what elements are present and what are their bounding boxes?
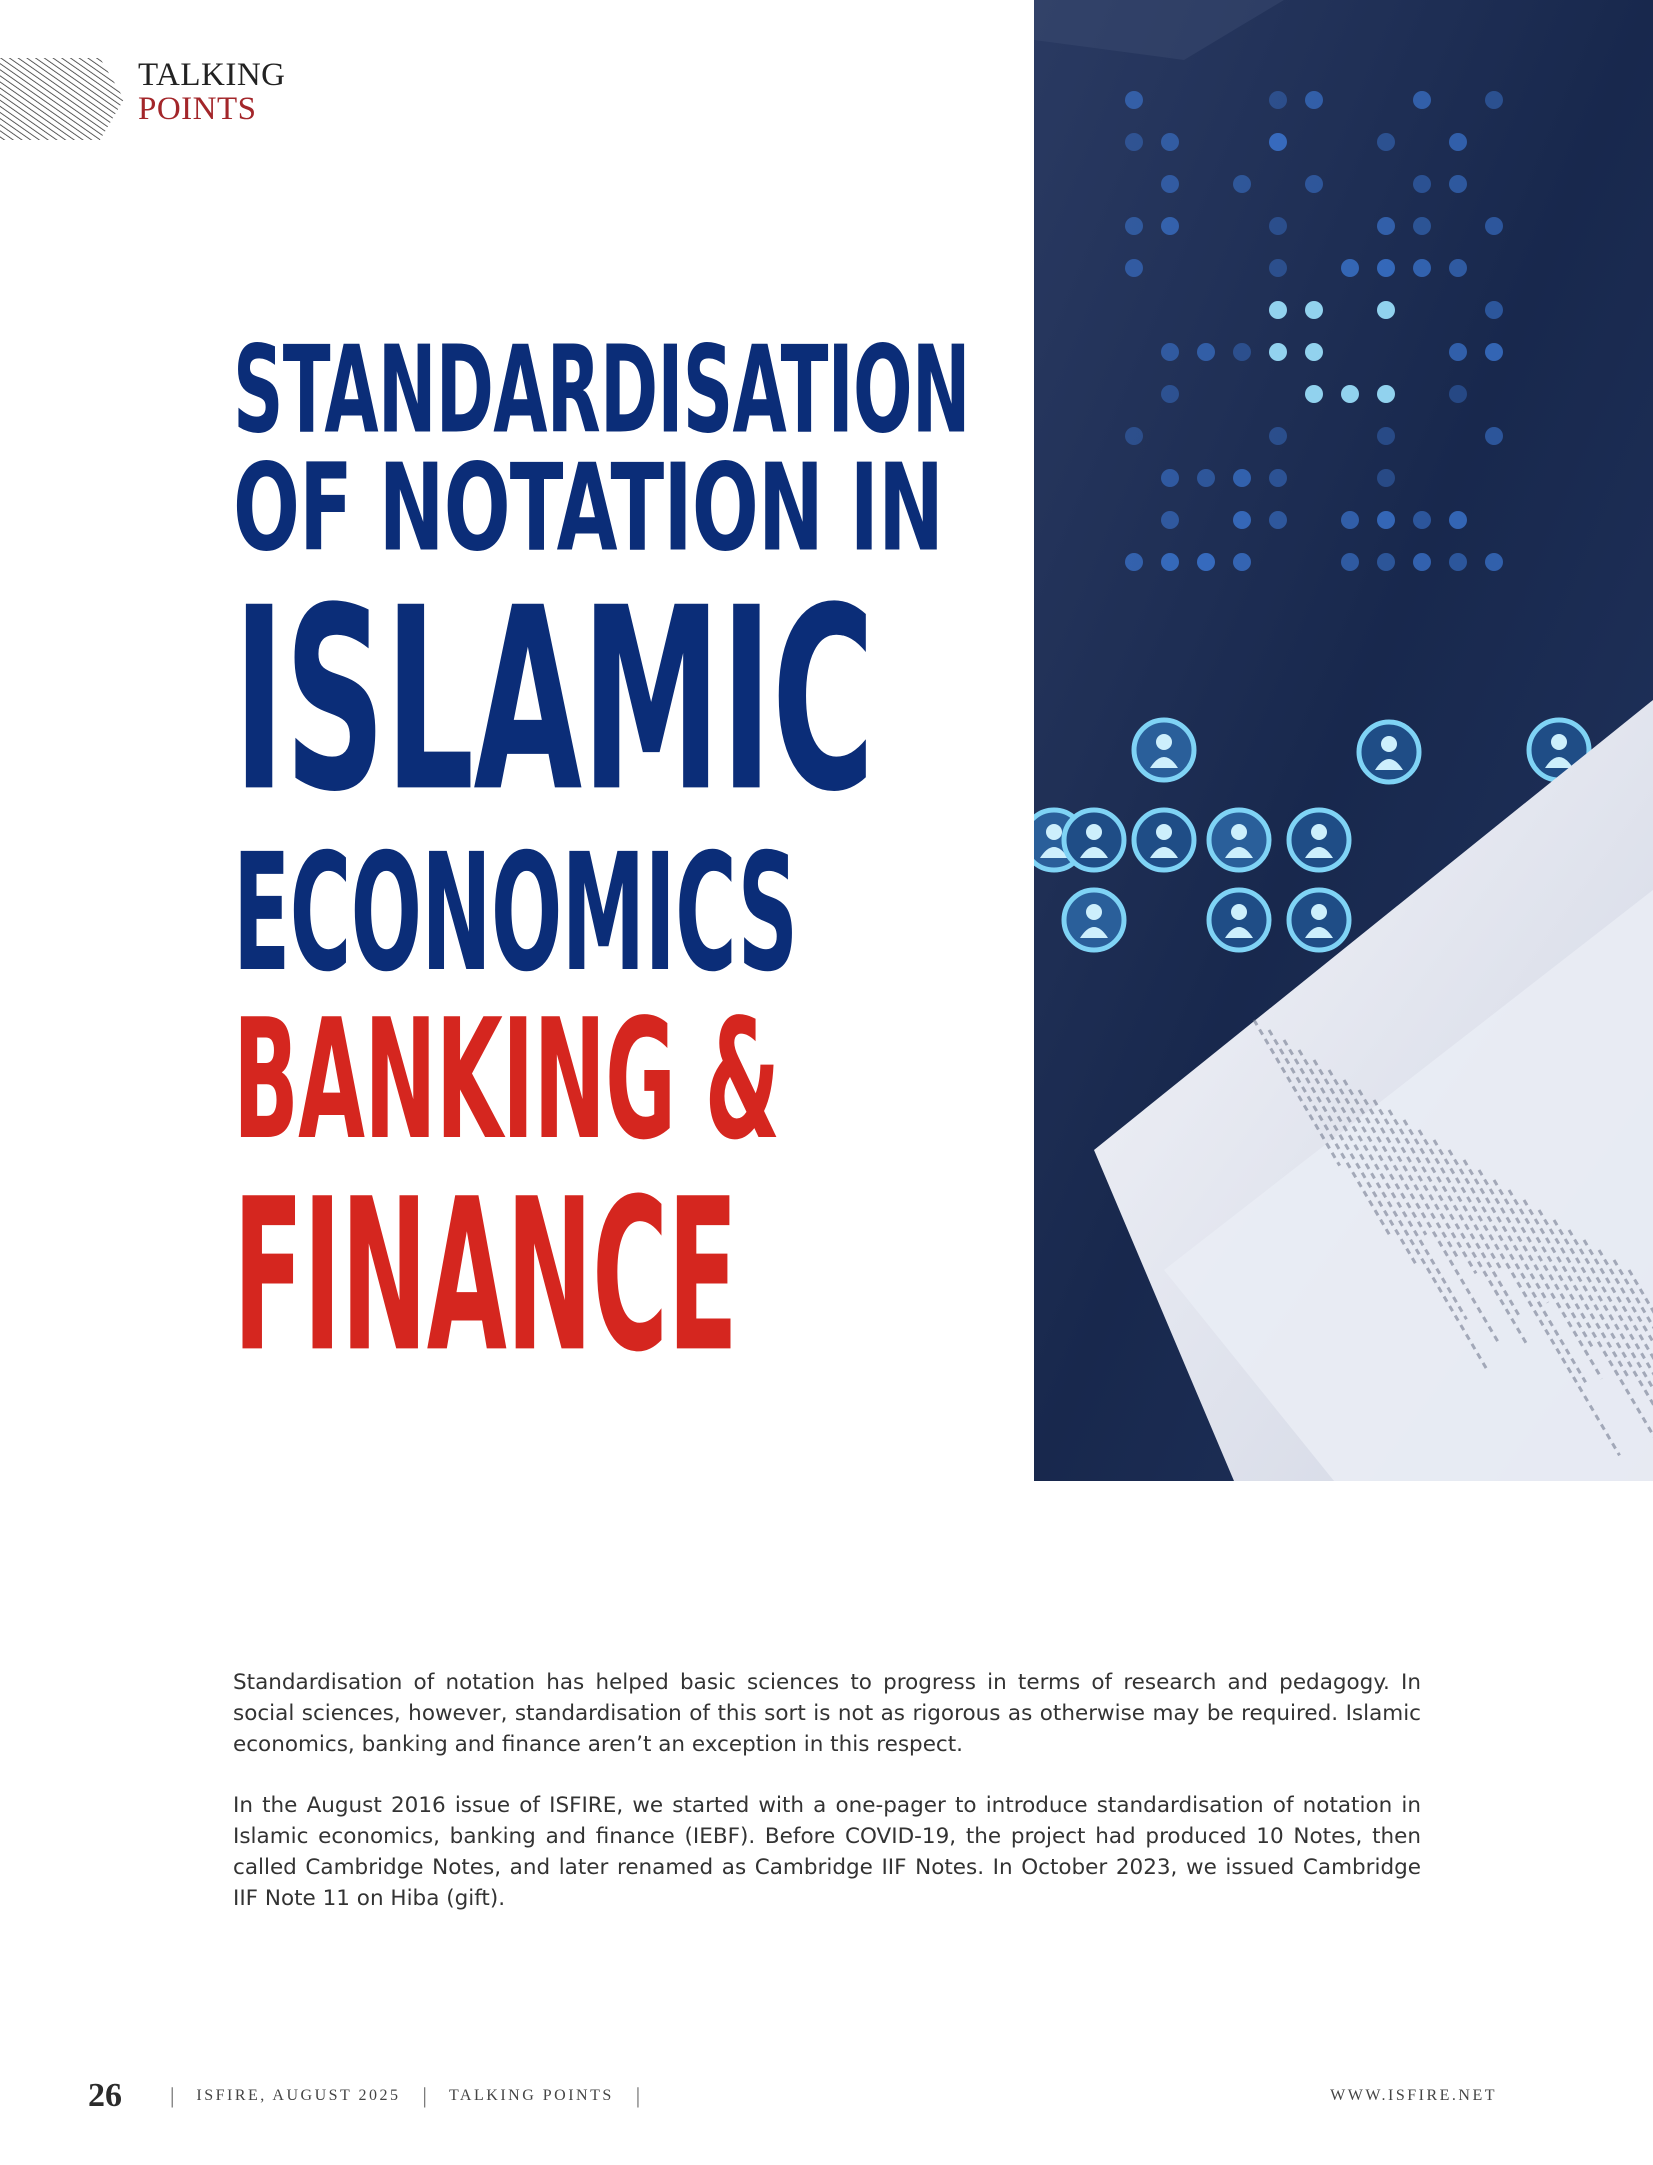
data-dot xyxy=(1449,175,1467,193)
hero-image xyxy=(1034,0,1653,1481)
data-dot xyxy=(1449,511,1467,529)
data-dot xyxy=(1341,553,1359,571)
data-dot xyxy=(1197,343,1215,361)
headline-line-4: ECONOMICS xyxy=(233,820,798,1009)
data-dot xyxy=(1377,553,1395,571)
data-dot xyxy=(1269,427,1287,445)
person-icon xyxy=(1064,810,1124,870)
footer-divider: | xyxy=(422,2083,427,2108)
data-dot xyxy=(1269,133,1287,151)
data-dot xyxy=(1161,343,1179,361)
data-dot xyxy=(1161,217,1179,235)
headline-line-5: BANKING & xyxy=(233,985,780,1178)
headline-line-1: STANDARDISATION xyxy=(233,320,970,460)
footer-divider: | xyxy=(635,2083,641,2108)
data-dot xyxy=(1197,469,1215,487)
data-dot xyxy=(1125,217,1143,235)
person-icon xyxy=(1209,890,1269,950)
data-dot xyxy=(1269,469,1287,487)
data-dot xyxy=(1125,133,1143,151)
data-dot xyxy=(1161,553,1179,571)
page-footer xyxy=(88,2076,1497,2116)
body-paragraph: Standardisation of notation has helped basic sciences to progress in terms of research and pedagogy. In social sciences, however, standardisation of this sort is not as rigorous as otherwise may be required. Islamic economics, banking and finance aren’t an exception in this respect. xyxy=(233,1670,1421,1757)
hatched-chevron-icon xyxy=(0,58,124,140)
data-dot xyxy=(1161,385,1179,403)
data-dot xyxy=(1161,133,1179,151)
section-label-line1: TALKING xyxy=(138,57,286,93)
page-number: 26 xyxy=(88,2077,122,2114)
footer-website-link[interactable]: WWW.ISFIRE.NET xyxy=(1330,2087,1497,2104)
data-dot xyxy=(1449,553,1467,571)
data-dot xyxy=(1269,259,1287,277)
person-icon xyxy=(1134,720,1194,780)
data-dot xyxy=(1449,133,1467,151)
article-body xyxy=(233,1667,1421,1944)
data-dot xyxy=(1485,217,1503,235)
data-dot xyxy=(1125,259,1143,277)
person-icon xyxy=(1289,890,1349,950)
section-label-line2: POINTS xyxy=(138,91,257,127)
data-dot xyxy=(1269,91,1287,109)
data-dot xyxy=(1449,385,1467,403)
data-dot xyxy=(1413,259,1431,277)
data-dot xyxy=(1305,175,1323,193)
hero-illustration xyxy=(1034,0,1653,1481)
data-dot xyxy=(1413,553,1431,571)
data-dot xyxy=(1161,511,1179,529)
data-dot xyxy=(1377,217,1395,235)
footer-section: TALKING POINTS xyxy=(448,2087,614,2104)
footer-divider: | xyxy=(170,2083,175,2108)
data-dot xyxy=(1233,469,1251,487)
data-dot xyxy=(1269,343,1287,361)
data-dot xyxy=(1305,301,1323,319)
data-dot xyxy=(1449,259,1467,277)
person-icon xyxy=(1209,810,1269,870)
data-dot xyxy=(1233,343,1251,361)
data-dot xyxy=(1377,385,1395,403)
data-dot xyxy=(1125,427,1143,445)
data-dot xyxy=(1125,553,1143,571)
data-dot xyxy=(1305,91,1323,109)
data-dot xyxy=(1161,469,1179,487)
data-dot xyxy=(1233,553,1251,571)
data-dot xyxy=(1377,259,1395,277)
data-dot xyxy=(1485,91,1503,109)
data-dot xyxy=(1413,511,1431,529)
person-icon xyxy=(1289,810,1349,870)
body-paragraph: In the August 2016 issue of ISFIRE, we started with a one-pager to introduce standardisation of notation in Islamic economics, banking and finance (IEBF). Before COVID-19, the project had produced 10 Notes, then called Cambridge Notes, and later renamed as Cambridge IIF Notes. In October 2023, we issued Cambridge IIF Note 11 on Hiba (gift). xyxy=(233,1793,1421,1911)
data-dot xyxy=(1377,427,1395,445)
headline-line-6: FINANCE xyxy=(233,1155,738,1399)
footer-issue: ISFIRE, AUGUST 2025 xyxy=(196,2087,401,2104)
article-headline xyxy=(233,320,993,1399)
data-dot xyxy=(1341,259,1359,277)
section-label xyxy=(138,58,286,126)
data-dot xyxy=(1377,301,1395,319)
data-dot xyxy=(1341,385,1359,403)
data-dot xyxy=(1233,511,1251,529)
headline-line-3: ISLAMIC xyxy=(233,555,875,848)
data-dot xyxy=(1161,175,1179,193)
data-dot xyxy=(1269,217,1287,235)
data-dot xyxy=(1269,301,1287,319)
data-dot xyxy=(1413,91,1431,109)
data-dot xyxy=(1413,175,1431,193)
data-dot xyxy=(1341,511,1359,529)
headline-line-2: OF NOTATION IN xyxy=(233,438,944,578)
person-icon xyxy=(1064,890,1124,950)
data-dot xyxy=(1485,427,1503,445)
data-dot xyxy=(1377,511,1395,529)
data-dot xyxy=(1305,343,1323,361)
person-icon xyxy=(1134,810,1194,870)
data-dot xyxy=(1233,175,1251,193)
data-dot xyxy=(1197,553,1215,571)
data-dot xyxy=(1269,511,1287,529)
data-dot xyxy=(1485,301,1503,319)
data-dot xyxy=(1377,469,1395,487)
data-dot xyxy=(1485,343,1503,361)
data-dot xyxy=(1485,553,1503,571)
data-dot xyxy=(1449,343,1467,361)
data-dot xyxy=(1125,91,1143,109)
person-icon xyxy=(1359,722,1419,782)
data-dot xyxy=(1413,217,1431,235)
data-dot xyxy=(1305,385,1323,403)
data-dot xyxy=(1377,133,1395,151)
